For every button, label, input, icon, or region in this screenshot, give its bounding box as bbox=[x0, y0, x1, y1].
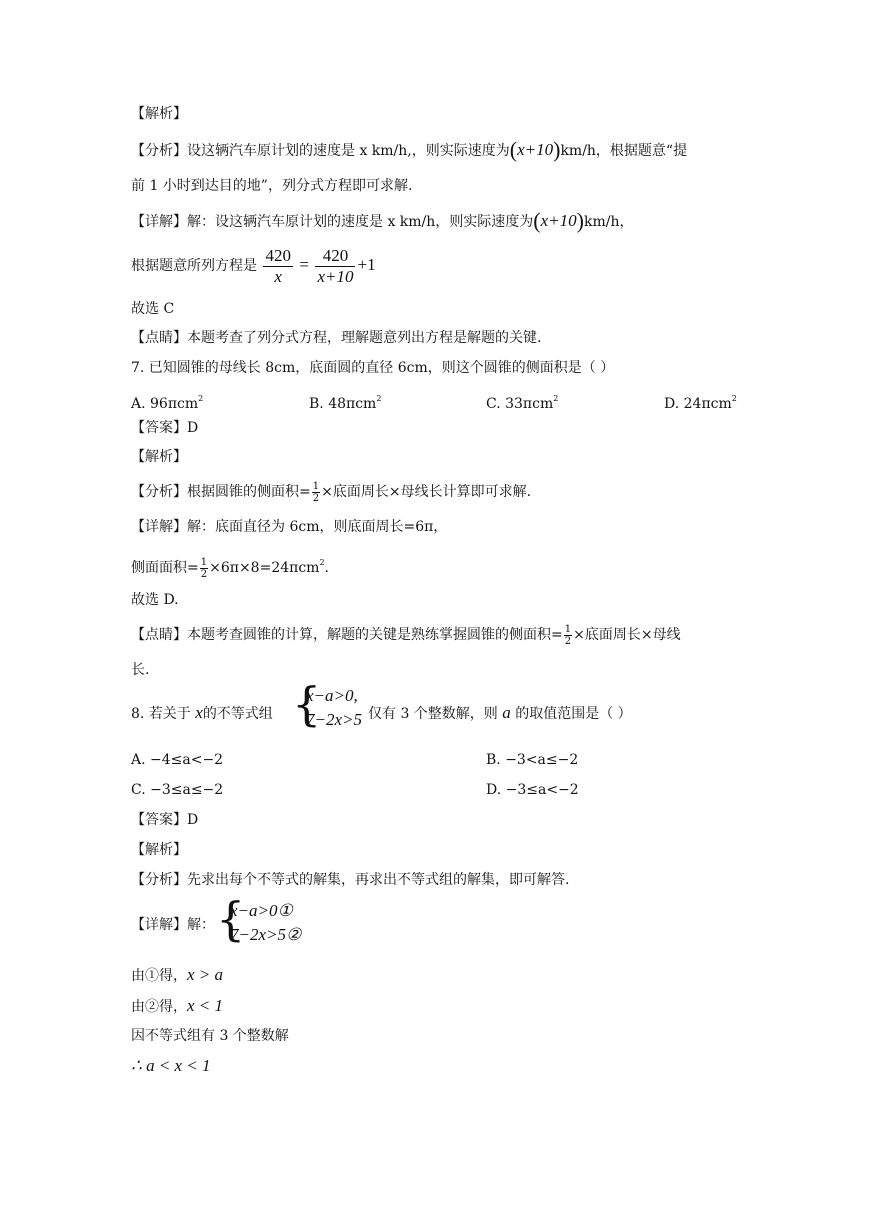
fraction-denominator: 2 bbox=[564, 635, 572, 647]
fraction-half bbox=[564, 624, 572, 647]
question-text: 的取值范围是（ ） bbox=[515, 706, 632, 722]
option-7-b bbox=[309, 389, 381, 414]
question-8 bbox=[131, 703, 273, 724]
brace-icon: { bbox=[292, 677, 322, 731]
area-text: 侧面面积= bbox=[131, 560, 199, 576]
superscript: 2 bbox=[731, 394, 737, 403]
paren-right: ) bbox=[576, 208, 584, 233]
analysis-text: ×底面周长×母线长计算即可求解. bbox=[321, 484, 532, 500]
fraction-numerator: 1 bbox=[200, 556, 208, 568]
option-text: B. 48πcm bbox=[309, 396, 377, 412]
solution-text: km/h， bbox=[583, 214, 634, 230]
superscript: 2 bbox=[553, 394, 559, 403]
fraction-numerator: 1 bbox=[312, 480, 320, 492]
math-expression: x+10 bbox=[540, 211, 577, 230]
variable-x: x bbox=[195, 703, 203, 722]
fraction-numerator: 420 bbox=[265, 245, 291, 265]
equation-line bbox=[131, 244, 376, 287]
plus-one: +1 bbox=[357, 255, 376, 274]
answer-choice-line: 故选 C bbox=[131, 301, 175, 317]
question-text: 的不等式组 bbox=[202, 706, 273, 722]
question-text: 仅有 3 个整数解，则 bbox=[368, 706, 498, 722]
inequality-row-1: x−a>0, bbox=[306, 686, 358, 705]
step-result: x > a bbox=[187, 965, 224, 984]
step-line-3: 因不等式组有 3 个整数解 bbox=[131, 1028, 289, 1044]
step-line-1 bbox=[131, 965, 223, 986]
equation-prefix: 根据题意所列方程是 bbox=[131, 258, 257, 274]
step-text: 由②得， bbox=[131, 999, 187, 1015]
comment-line: 【点睛】本题考查了列分式方程，理解题意列出方程是解题的关键. bbox=[131, 330, 542, 346]
answer-line: 【答案】D bbox=[131, 812, 199, 828]
option-8-b: B. −3<a≤−2 bbox=[486, 752, 579, 768]
answer-choice-line: 故选 D. bbox=[131, 592, 179, 608]
comment-text: ×底面周长×母线 bbox=[573, 627, 681, 643]
analysis-line: 【分析】先求出每个不等式的解集，再求出不等式组的解集，即可解答. bbox=[131, 872, 570, 888]
paren-right: ) bbox=[553, 137, 561, 162]
option-text: D. 24πcm bbox=[664, 396, 732, 412]
analysis-text: 【分析】设这辆汽车原计划的速度是 x km/h,，则实际速度为 bbox=[131, 143, 510, 159]
solution-text: 【详解】解：设这辆汽车原计划的速度是 x km/h，则实际速度为 bbox=[131, 214, 534, 230]
fraction-numerator: 420 bbox=[315, 246, 355, 267]
area-line bbox=[131, 550, 329, 581]
superscript: 2 bbox=[319, 558, 325, 567]
answer-line: 【答案】D bbox=[131, 420, 199, 436]
period: . bbox=[324, 560, 329, 576]
option-text: A. 96πcm bbox=[131, 396, 199, 412]
math-expression: x+10 bbox=[517, 140, 554, 159]
option-text: C. 33πcm bbox=[486, 396, 554, 412]
area-text: ×6π×8=24πcm bbox=[209, 560, 320, 576]
equals-sign: = bbox=[299, 255, 309, 274]
solution-line bbox=[131, 208, 634, 233]
paren-left: ( bbox=[533, 208, 541, 233]
solution-label: 【详解】解： bbox=[131, 917, 215, 933]
analysis-text: km/h，根据题意“提 bbox=[560, 143, 688, 159]
inequality-row-2: 7−2x>5② bbox=[230, 925, 302, 944]
option-8-d: D. −3≤a<−2 bbox=[486, 782, 579, 798]
option-7-c bbox=[486, 389, 558, 414]
inequality-row-2: 7−2x>5 bbox=[306, 710, 362, 729]
step-result: x < 1 bbox=[187, 996, 224, 1015]
fraction-denominator: 2 bbox=[200, 568, 208, 580]
solution-line: 【详解】解：底面直径为 6cm，则底面周长=6π， bbox=[131, 519, 448, 535]
fraction-left bbox=[263, 246, 293, 287]
superscript: 2 bbox=[198, 394, 204, 403]
inequality-system bbox=[306, 684, 362, 732]
brace-icon: { bbox=[216, 892, 246, 946]
comment-line-cont: 长. bbox=[131, 662, 150, 678]
analysis-heading: 【解析】 bbox=[131, 449, 187, 465]
question-8-cont bbox=[368, 703, 632, 724]
fraction-denominator: x bbox=[274, 266, 282, 286]
fraction-denominator: x+10 bbox=[317, 266, 354, 286]
step-line-2 bbox=[131, 996, 223, 1017]
final-result: ∴ a < x < 1 bbox=[131, 1056, 211, 1075]
step-text: 由①得， bbox=[131, 968, 187, 984]
fraction-right bbox=[315, 246, 355, 287]
analysis-line-cont: 前 1 小时到达目的地”，列分式方程即可求解. bbox=[131, 178, 413, 194]
inequality-row-1: x−a>0① bbox=[230, 901, 293, 920]
option-7-a bbox=[131, 389, 203, 414]
question-text: 8. 若关于 bbox=[131, 706, 191, 722]
option-8-a: A. −4≤a<−2 bbox=[131, 752, 224, 768]
analysis-line bbox=[131, 137, 688, 162]
inequality-system-numbered bbox=[230, 899, 301, 947]
analysis-heading: 【解析】 bbox=[131, 106, 187, 122]
variable-a: a bbox=[502, 703, 511, 722]
question-7: 7. 已知圆锥的母线长 8cm，底面圆的直径 6cm，则这个圆锥的侧面积是（ ） bbox=[131, 360, 615, 376]
fraction-half bbox=[312, 481, 320, 504]
fraction-denominator: 2 bbox=[312, 492, 320, 504]
comment-line bbox=[131, 622, 681, 648]
comment-text: 【点睛】本题考查圆锥的计算，解题的关键是熟练掌握圆锥的侧面积= bbox=[131, 627, 563, 643]
fraction-half bbox=[200, 557, 208, 580]
option-7-d bbox=[664, 389, 737, 414]
analysis-text: 【分析】根据圆锥的侧面积= bbox=[131, 484, 311, 500]
option-8-c: C. −3≤a≤−2 bbox=[131, 782, 224, 798]
analysis-heading: 【解析】 bbox=[131, 842, 187, 858]
superscript: 2 bbox=[376, 394, 382, 403]
paren-left: ( bbox=[509, 137, 518, 162]
analysis-line bbox=[131, 479, 531, 505]
fraction-numerator: 1 bbox=[564, 623, 572, 635]
